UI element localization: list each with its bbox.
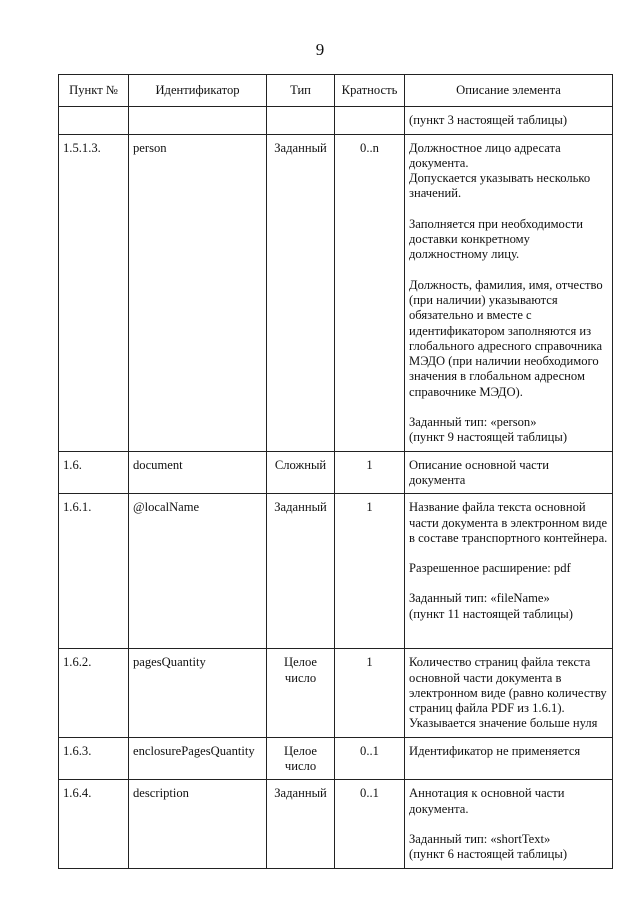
cell-type: Заданный xyxy=(267,780,335,868)
cell-multiplicity: 0..1 xyxy=(335,780,405,868)
cell-multiplicity: 1 xyxy=(335,494,405,649)
cell-identifier: person xyxy=(129,134,267,451)
cell-description xyxy=(405,107,613,134)
table-row xyxy=(59,107,613,134)
table-row xyxy=(59,649,613,737)
cell-multiplicity xyxy=(335,107,405,134)
description-paragraph: Идентификатор не применяется xyxy=(409,743,581,758)
cell-type xyxy=(267,107,335,134)
cell-num: 1.6.1. xyxy=(59,494,129,649)
description-paragraph: Аннотация к основной части документа. xyxy=(409,786,565,816)
table-row xyxy=(59,451,613,494)
cell-type: Целое число xyxy=(267,649,335,737)
cell-num: 1.6.4. xyxy=(59,780,129,868)
cell-num: 1.5.1.3. xyxy=(59,134,129,451)
cell-identifier: @localName xyxy=(129,494,267,649)
cell-num: 1.6.2. xyxy=(59,649,129,737)
description-paragraph: Должностное лицо адресата документа. Допускается указывать несколько значений. xyxy=(409,140,591,201)
cell-num xyxy=(59,107,129,134)
cell-type: Заданный xyxy=(267,494,335,649)
description-paragraph: Разрешенное расширение: pdf xyxy=(409,561,571,576)
cell-identifier xyxy=(129,107,267,134)
table-header-row xyxy=(59,75,613,107)
description-paragraph: Заполняется при необходимости доставки конкретному должностному лицу. xyxy=(409,216,583,262)
description-paragraph: Описание основной части документа xyxy=(409,457,549,487)
cell-multiplicity: 1 xyxy=(335,451,405,494)
cell-description xyxy=(405,737,613,780)
description-paragraph: Количество страниц файла текста основной части документа в электронном виде (равно количеству страниц файла PDF из 1.6.1). Указывается значение больше нуля xyxy=(409,655,607,731)
cell-type: Целое число xyxy=(267,737,335,780)
header-type: Тип xyxy=(267,75,335,107)
table-row xyxy=(59,134,613,451)
cell-multiplicity: 0..1 xyxy=(335,737,405,780)
description-paragraph: Должность, фамилия, имя, отчество (при наличии) указываются обязательно и вместе с идентификатором заполняются из глобального адресного справочника МЭДО (при наличии необходимого значения в глобальном адресном справочнике МЭДО). xyxy=(409,277,603,399)
cell-num: 1.6.3. xyxy=(59,737,129,780)
header-num: Пункт № xyxy=(59,75,129,107)
header-mult: Кратность xyxy=(335,75,405,107)
cell-description xyxy=(405,451,613,494)
cell-type: Сложный xyxy=(267,451,335,494)
header-desc: Описание элемента xyxy=(405,75,613,107)
description-paragraph: Заданный тип: «shortText» (пункт 6 настоящей таблицы) xyxy=(409,831,568,862)
cell-identifier: enclosurePagesQuantity xyxy=(129,737,267,780)
description-paragraph: Заданный тип: «person» (пункт 9 настоящей таблицы) xyxy=(409,415,568,445)
page-number: 9 xyxy=(315,40,325,59)
description-paragraph: Название файла текста основной части документа в электронном виде в составе транспортного контейнера. xyxy=(409,500,608,545)
cell-description xyxy=(405,494,613,649)
description-paragraph: Заданный тип: «fileName» (пункт 11 настоящей таблицы) xyxy=(409,591,573,621)
table-row xyxy=(59,780,613,868)
table-row xyxy=(59,494,613,649)
description-paragraph: (пункт 3 настоящей таблицы) xyxy=(409,113,568,128)
header-id: Идентификатор xyxy=(129,75,267,107)
cell-description xyxy=(405,134,613,451)
element-spec-table xyxy=(58,74,613,869)
cell-identifier: pagesQuantity xyxy=(129,649,267,737)
cell-identifier: description xyxy=(129,780,267,868)
cell-description xyxy=(405,780,613,868)
cell-identifier: document xyxy=(129,451,267,494)
cell-multiplicity: 1 xyxy=(335,649,405,737)
cell-type: Заданный xyxy=(267,134,335,451)
table-body xyxy=(59,107,613,868)
table-row xyxy=(59,737,613,780)
cell-multiplicity: 0..n xyxy=(335,134,405,451)
cell-description xyxy=(405,649,613,737)
cell-num: 1.6. xyxy=(59,451,129,494)
